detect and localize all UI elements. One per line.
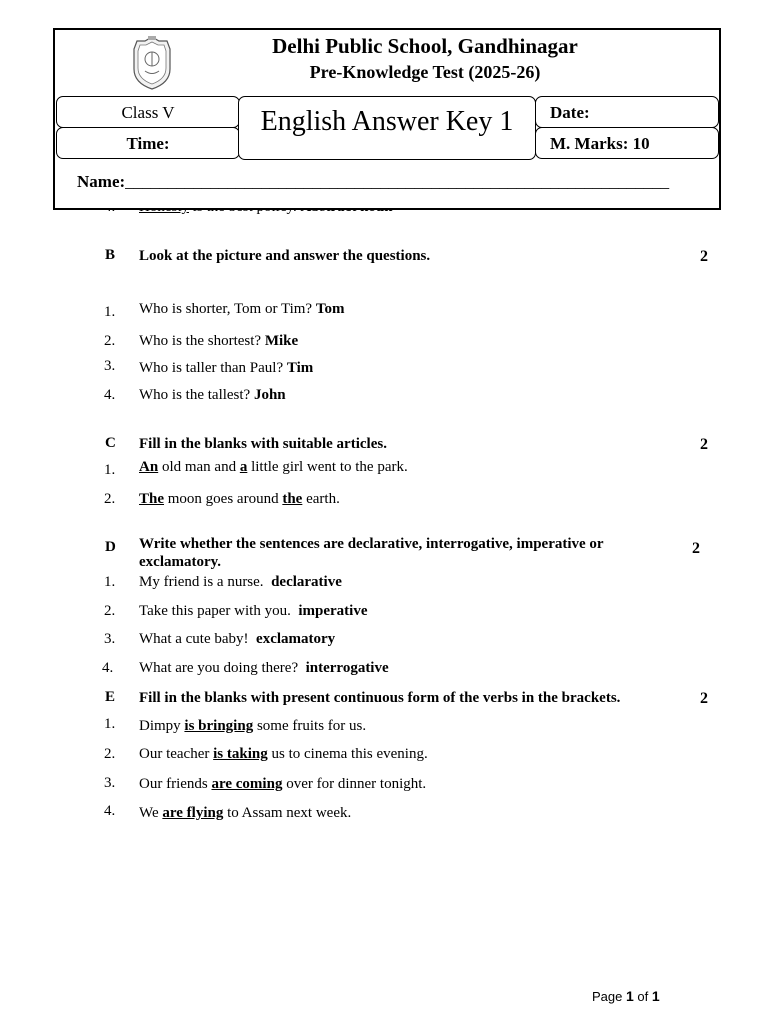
name-label: Name: [77, 172, 126, 191]
answer: The [139, 491, 165, 507]
section-d-marks: 2 [692, 540, 700, 557]
list-item-number: 3. [104, 358, 116, 374]
list-item-number: 3. [104, 775, 116, 791]
list-item: My friend is a nurse. declarative [139, 574, 342, 590]
marks-box [535, 127, 719, 159]
answer: Tom [315, 301, 345, 317]
section-b-title: Look at the picture and answer the questions. [139, 248, 431, 264]
list-item-number: 2. [104, 746, 116, 762]
list-item: Who is shorter, Tom or Tim? Tom [139, 301, 345, 317]
test-name: Pre-Knowledge Test (2025-26) [309, 62, 541, 82]
page-number: 1 [625, 988, 634, 1004]
list-item: What a cute baby! exclamatory [139, 631, 336, 647]
list-item: Who is the tallest? John [139, 387, 286, 403]
page-footer: Page 1 of 1 [592, 988, 660, 1004]
name-line: ________________________________________________________________ [125, 172, 670, 191]
time-label: Time: [126, 134, 170, 153]
time-box [56, 127, 240, 159]
section-c-letter: C [105, 435, 116, 451]
page-total: 1 [651, 988, 660, 1004]
list-item-number: 4. [102, 660, 114, 676]
class-box [56, 96, 240, 128]
list-item: Dimpy is bringing some fruits for us. [139, 718, 367, 734]
section-b-letter: B [105, 247, 116, 263]
answer: An [139, 459, 159, 475]
section-e-marks: 2 [700, 690, 708, 707]
list-item-number: 2. [104, 333, 116, 349]
answer: is taking [213, 746, 268, 762]
answer: Tim [286, 360, 314, 376]
list-item-number: 4. [104, 387, 116, 403]
section-e-letter: E [105, 689, 116, 705]
list-item: What are you doing there? interrogative [139, 660, 389, 676]
list-item-number: 4. [104, 803, 116, 819]
list-item-number: 1. [104, 304, 116, 320]
list-item-number: 3. [104, 631, 116, 647]
section-d-title [139, 535, 659, 571]
answer: Mike [264, 333, 299, 349]
answer: declarative [271, 574, 342, 590]
answer: are coming [211, 776, 283, 792]
title-box [238, 96, 536, 160]
list-item-number: 2. [104, 491, 116, 507]
list-item-number: 1. [104, 462, 116, 478]
date-box [535, 96, 719, 128]
list-item: We are flying to Assam next week. [139, 805, 352, 821]
section-b-marks: 2 [700, 248, 708, 265]
max-marks-label: M. Marks: 10 [550, 134, 650, 153]
section-c-marks: 2 [700, 436, 708, 453]
answer: exclamatory [256, 631, 336, 647]
list-item: Our friends are coming over for dinner tonight. [139, 776, 427, 792]
class-label: Class V [121, 103, 175, 122]
answer: are flying [162, 805, 224, 821]
section-d-title-line-2: exclamatory. [139, 554, 222, 570]
answer: imperative [298, 603, 368, 619]
school-name: Delhi Public School, Gandhinagar [272, 34, 578, 58]
section-c-title: Fill in the blanks with suitable articles. [139, 436, 387, 452]
section-d-title-line-1: Write whether the sentences are declarative, interrogative, imperative or [139, 536, 604, 552]
school-crest-icon [129, 35, 175, 91]
list-item-number: 2. [104, 603, 116, 619]
header-box [53, 28, 721, 210]
date-label: Date: [550, 103, 590, 122]
list-item: Who is taller than Paul? Tim [139, 360, 314, 376]
list-item-number: 1. [104, 574, 116, 590]
answer: the [282, 491, 303, 507]
answer: interrogative [305, 660, 389, 676]
list-item-number: 1. [104, 716, 116, 732]
list-item: An old man and a little girl went to the park. [139, 459, 408, 475]
answer: a [239, 459, 248, 475]
list-item: Take this paper with you. imperative [139, 603, 368, 619]
page-title: English Answer Key 1 [260, 106, 514, 137]
answer: is bringing [184, 718, 254, 734]
list-item: Who is the shortest? Mike [139, 333, 299, 349]
list-item: The moon goes around the earth. [139, 491, 340, 507]
list-item: Our teacher is taking us to cinema this evening. [139, 746, 428, 762]
section-e-title: Fill in the blanks with present continuous form of the verbs in the brackets. [139, 690, 621, 706]
name-field [77, 172, 669, 192]
answer: John [253, 387, 286, 403]
section-d-letter: D [105, 539, 116, 555]
